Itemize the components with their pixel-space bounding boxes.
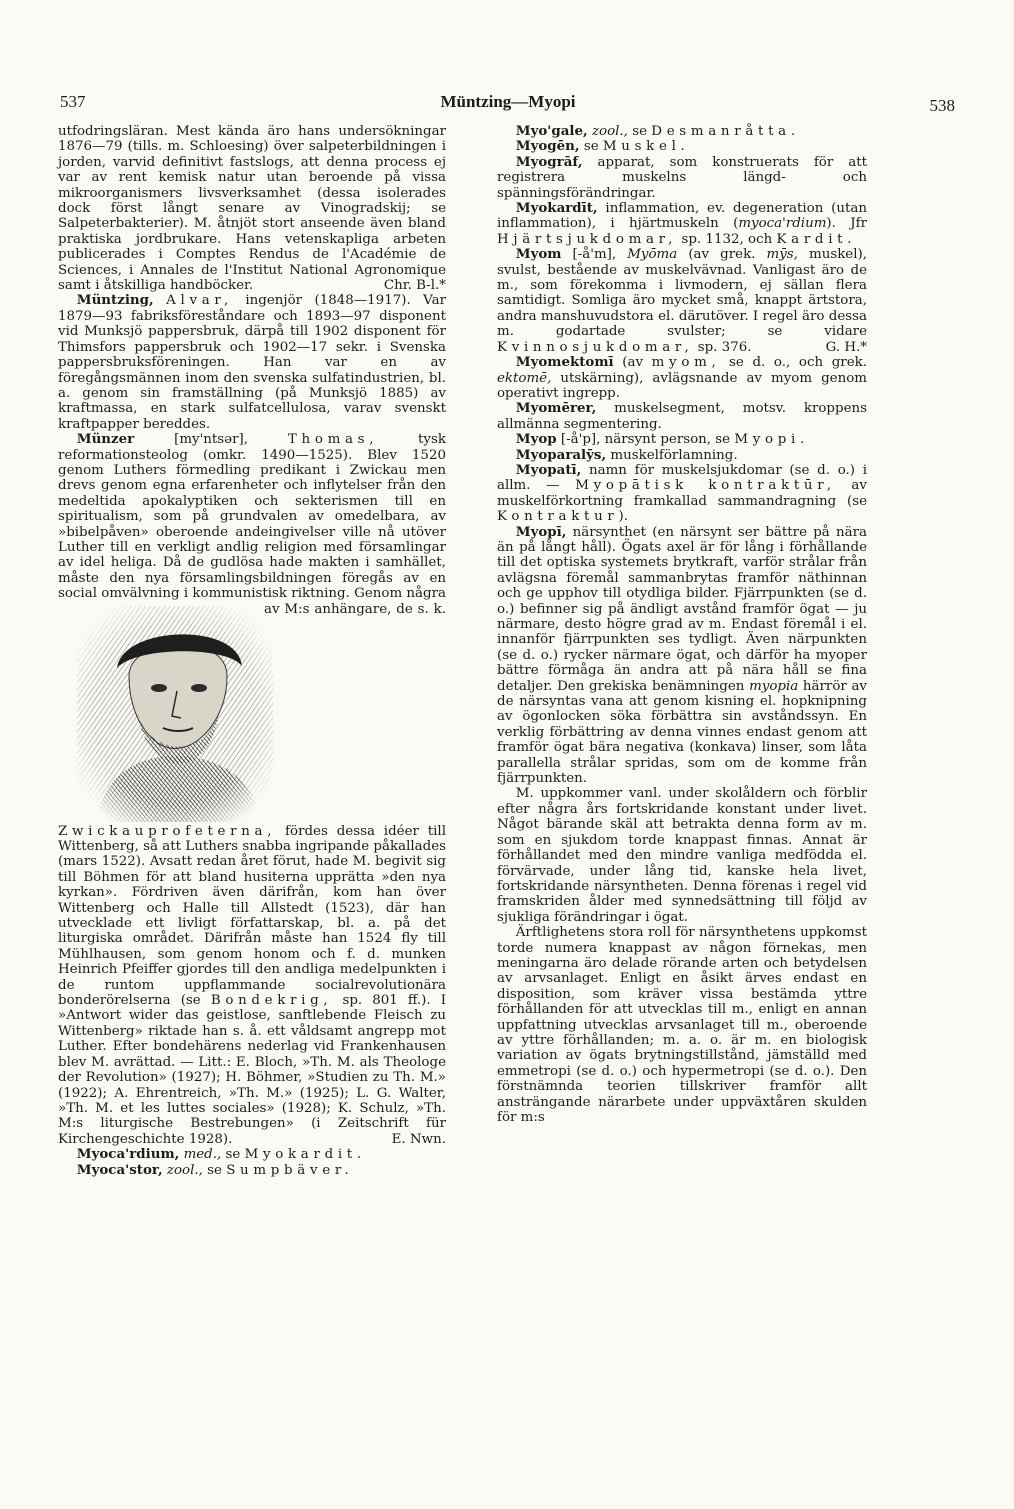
entry-text: fördes dessa idéer till Wittenberg, så att Luthers snabba ingripande påkallades (mars 1522). Avsatt redan året förut, hade M. begivit sig till Böhmen för att bland husiterna upprätta »den nya kyrkan». Fördriven även därifrån, kom han över Wittenberg och Halle till Allstedt (1523), där han utvecklade ett livligt författarskap, bl. a. på det liturgiska området. Därifrån måste han 1524 fly till Mühlhausen, som genom honom och f. d. munken Heinrich Pfeiffer gjordes till den andliga medelpunkten i de runtom uppflammande socialrevolutionära bonderörelserna (se xyxy=(58,823,446,1009)
entry-abbreviation: zool., xyxy=(591,124,628,139)
entry-text: utskärning), avlägsnande av myom genom operativt ingrepp. xyxy=(497,370,867,401)
entry-text: [-å'p], närsynt person, se xyxy=(556,432,735,448)
entry-headword: Myomērer, xyxy=(515,400,597,417)
entry-text: ingenjör (1848—1917). Var 1879—93 fabriksföreståndare och 1893—97 disponent vid Munksjö pappersbruk, därpå till 1902 disponent för Thimsfors pappersbruk och 1902—17 sekr. i Svenska pappersbruksföreningen. Han var en av föregångsmännen inom den svenska sulfatindustrien, bl. a. genom sin framställning (på Munksjö 1885) av kraftmassa, en stark sulfatcellulosa, varav svenskt kraftpapper bereddes. xyxy=(58,293,446,432)
entry-text: se xyxy=(221,1147,245,1163)
entry-text: ). xyxy=(618,509,629,525)
entry-text: muskel), svulst, bestående av muskelvävnad. Vanligast äro de m., som förekomma i livmodern, ej sällan flera samtidigt. Somliga äro mycket små, knappt ärtstora, andra manshuvudstora el. därutöver. I regel äro dessa m. godartade svulster; se vidare xyxy=(497,247,867,340)
entry-myop xyxy=(497,432,867,447)
entry-headword: Myopatī, xyxy=(515,461,582,478)
cross-reference: Sumpbäver. xyxy=(226,1162,354,1178)
cross-reference: Myokardit. xyxy=(244,1147,366,1163)
entry-term: myoca'rdium xyxy=(738,216,827,232)
entry-text: av muskelförkortning framkallad sammandragning (se xyxy=(497,478,867,509)
entry-text: muskelförlamning. xyxy=(606,447,738,463)
entry-munzer-thomas xyxy=(58,432,446,1147)
entry-term: myopia xyxy=(749,678,799,694)
entry-abbreviation: zool., xyxy=(166,1162,203,1178)
entry-name: Alvar, xyxy=(166,293,233,309)
entry-text: utfodringsläran. Mest kända äro hans undersökningar 1876—79 (tills. m. Schloesing) över salpeterbildningen i jorden, varvid definitivt fastslogs, att denna process ej var av rent kemisk natur utan beroende på vissa mikroorganismers livsverksamhet (dessa isolerades dock först långt senare av Vinogradskij; se Salpeterbakterier). M. åtnjöt stort anseende även bland praktiska jordbrukare. Hans vetenskapliga arbeten publicerades i Comptes Rendus de l'Académie de Sciences, i Annales de l'Institut National Agronomique samt i åtskilliga handböcker. xyxy=(58,124,446,294)
portrait-engraving xyxy=(77,606,273,822)
entry-myomerer xyxy=(497,401,867,432)
entry-name: Thomas, xyxy=(287,432,379,448)
entry-paragraph: M. uppkommer vanl. under skolåldern och förblir efter några års fortskridande konstant under livet. Något bärande skäl att betrakta denna form av m. som en sjukdom torde knappast finnas. Annat är förhållandet med den mindre vanliga medfödda el. förvärvade, under lång tid, kanske hela livet, fortskridande närsyntheten. Denna förenas i regel vid framskriden ålder med synnedsättning till följd av sjukliga förändringar i ögat. xyxy=(497,786,867,925)
entry-myom xyxy=(497,247,867,355)
entry-text: se xyxy=(202,1162,227,1178)
entry-text: namn för muskelsjukdomar (se d. o.) i allm. — xyxy=(497,462,867,494)
entry-text: se xyxy=(579,139,603,155)
entry-myograf xyxy=(497,155,867,201)
entry-text: inflammation, ev. degeneration (utan inflammation), i hjärtmuskeln ( xyxy=(497,201,867,232)
entry-myocardium xyxy=(58,1147,446,1162)
author-signature: E. Nwn. xyxy=(391,1131,446,1147)
entry-headword: Myop xyxy=(515,431,557,448)
entry-headword: Myomektomī xyxy=(515,354,614,371)
cross-reference: Bondekrig, xyxy=(210,993,333,1009)
page-number-left: 537 xyxy=(60,92,86,111)
entry-headword: Myopī, xyxy=(515,523,567,540)
cross-reference: myom, xyxy=(651,355,721,371)
entry-continuation xyxy=(58,124,446,293)
cross-reference: Kardit. xyxy=(776,231,857,247)
author-signature: Chr. B-l.* xyxy=(383,278,446,294)
entry-myopati xyxy=(497,463,867,525)
entry-text: [-å'm], xyxy=(561,247,628,263)
entry-term: Myōma xyxy=(627,247,678,263)
entry-pronunciation: [my'ntsər], xyxy=(134,432,248,448)
entry-text: se d. o., och grek. xyxy=(720,355,867,371)
cross-reference: Hjärtsjukdomar, xyxy=(497,231,678,247)
entry-headword: Myoparalȳs, xyxy=(515,446,607,463)
page-number-right: 538 xyxy=(929,96,955,115)
entry-text: sp. 1132, och xyxy=(677,231,777,247)
cross-reference: Desmanråtta. xyxy=(651,124,800,139)
cross-reference: Myopi. xyxy=(734,432,809,448)
page-header xyxy=(58,92,958,114)
cross-reference: Kvinnosjukdomar, xyxy=(497,339,694,355)
entry-term: mȳs, xyxy=(766,247,798,263)
cross-reference: Kontraktur xyxy=(497,509,619,525)
entry-text: närsynthet (en närsynt ser bättre på nära än på långt håll). Ögats axel är för lång i förhållande till det optiska systemets brytkraft, varför strålar från avlägsna föremål sammanbrytas framför näthinnan och ge upphov till otydliga bilder. Fjärrpunkten (se d. o.) befinner sig på ändligt avstånd framför ögat — ju närmare, desto högre grad av m. Endast föremål i el. innanför fjärrpunkten ses tydligt. Även närpunkten (se d. o.) rycker närmare ögat, och därför ha myoper bättre förmåga än andra att på nära håll se fina detaljer. Den grekiska benämningen xyxy=(497,524,867,694)
entry-headword: Myoca'rdium, xyxy=(76,1146,180,1163)
entry-term: ektomē, xyxy=(497,370,552,386)
entry-headword: Myogēn, xyxy=(515,138,580,155)
entry-headword: Münzer xyxy=(76,431,135,448)
cross-reference: Myopātisk kontraktūr, xyxy=(575,478,836,494)
entry-text: sp. 376. xyxy=(693,339,752,355)
entry-myomektomi xyxy=(497,355,867,401)
entry-text: ). Jfr xyxy=(826,216,867,232)
cross-reference: Zwickauprofeterna, xyxy=(58,823,277,839)
entry-text: (av xyxy=(613,355,652,371)
entry-headword: Myokardīt, xyxy=(515,200,598,217)
entry-text: (av grek. xyxy=(677,247,767,263)
entry-text: härrör av de närsyntas vana att genom kisning el. hopknipning av ögonlocken söka förbättra sin avståndssyn. En verklig förbättring av denna vinnes endast genom att framför ögat bära negativa (konkava) linser, som låta parallella strålar spridas, som om de komme från fjärrpunkten. xyxy=(497,678,868,787)
entry-myoparalys xyxy=(497,448,867,463)
entry-muntzing-alvar xyxy=(58,293,446,432)
portrait-image xyxy=(58,606,254,822)
entry-headword: Myo'gale, xyxy=(515,123,588,139)
entry-myopi xyxy=(497,525,867,787)
entry-headword: Müntzing, xyxy=(76,292,154,309)
entry-myogen xyxy=(497,139,867,154)
entry-text: se xyxy=(627,124,652,139)
left-column xyxy=(58,124,446,1178)
entry-text: apparat, som konstruerats för att registrera muskelns längd- och spänningsförändringar. xyxy=(497,154,867,201)
entry-myocastor xyxy=(58,1163,446,1178)
entry-text: tysk reformationsteolog (omkr. 1490—1525). Blev 1520 genom Luthers förmedling predikant i Zwickau men drevs genom egna erfarenheter och inflytelser från den medeltida apokalyptiken och sekterismen till en spiritualism, som på grundvalen av omedelbara, av »bibelpåven» oberoende andeingivelser ville nå utöver Luther till en verkligt andlig religion med församlingar av idel heliga. Då de gudlösa hade makten i samhället, måste den nya församlingsbildningen föregås av en social omvälvning i kommunistisk riktning. Genom några av M:s anhängare, de s. k. xyxy=(58,432,446,617)
entry-abbreviation: med., xyxy=(183,1147,222,1163)
entry-headword: Myogrāf, xyxy=(515,153,583,170)
cross-reference: Muskel. xyxy=(602,139,690,155)
entry-headword: Myoca'stor, xyxy=(76,1161,163,1178)
entry-paragraph: Ärftlighetens stora roll för närsynthetens uppkomst torde numera knappast av någon förnekas, men meningarna äro delade rörande arten och betydelsen av arvsanlaget. Enligt en åsikt ärves endast en disposition, som kräver vissa bestämda yttre förhållanden för att utvecklas till m., enligt en annan uppfattning utvecklas arvsanlaget till m., oberoende av yttre förhållanden; m. a. o. är m. en biologisk variation av ögats brytningstillstånd, jämställd med emmetropi (se d. o.) och hypermetropi (se d. o.). Den förstnämnda teorien tillskriver framför allt ansträngande närarbete under uppväxtåren skulden för m:s xyxy=(497,925,867,1125)
running-title: Müntzing—Myopi xyxy=(440,92,576,111)
entry-text: muskelsegment, motsv. kroppens allmänna segmentering. xyxy=(497,401,867,432)
entry-myogale xyxy=(497,124,867,139)
entry-text: sp. 801 ff.). I »Antwort wider das geistlose, sanftlebende Fleisch zu Wittenberg» riktade han s. å. ett våldsamt angrepp mot Luther. Efter bondehärens nederlag vid Frankenhausen blev M. avrättad. — Litt.: E. Bloch, »Th. M. als Theologe der Revolution» (1927); H. Böhmer, »Studien zu Th. M.» (1922); A. Ehrentreich, »Th. M.» (1925); L. G. Walter, »Th. M. et les luttes sociales» (1928); K. Schulz, »Th. M:s liturgische Bestrebungen» (i Zeitschrift für Kirchengeschichte 1928). xyxy=(58,993,446,1147)
author-signature: G. H.* xyxy=(825,339,867,355)
right-column xyxy=(497,124,867,1125)
entry-myokardit xyxy=(497,201,867,247)
entry-headword: Myom xyxy=(515,246,562,263)
